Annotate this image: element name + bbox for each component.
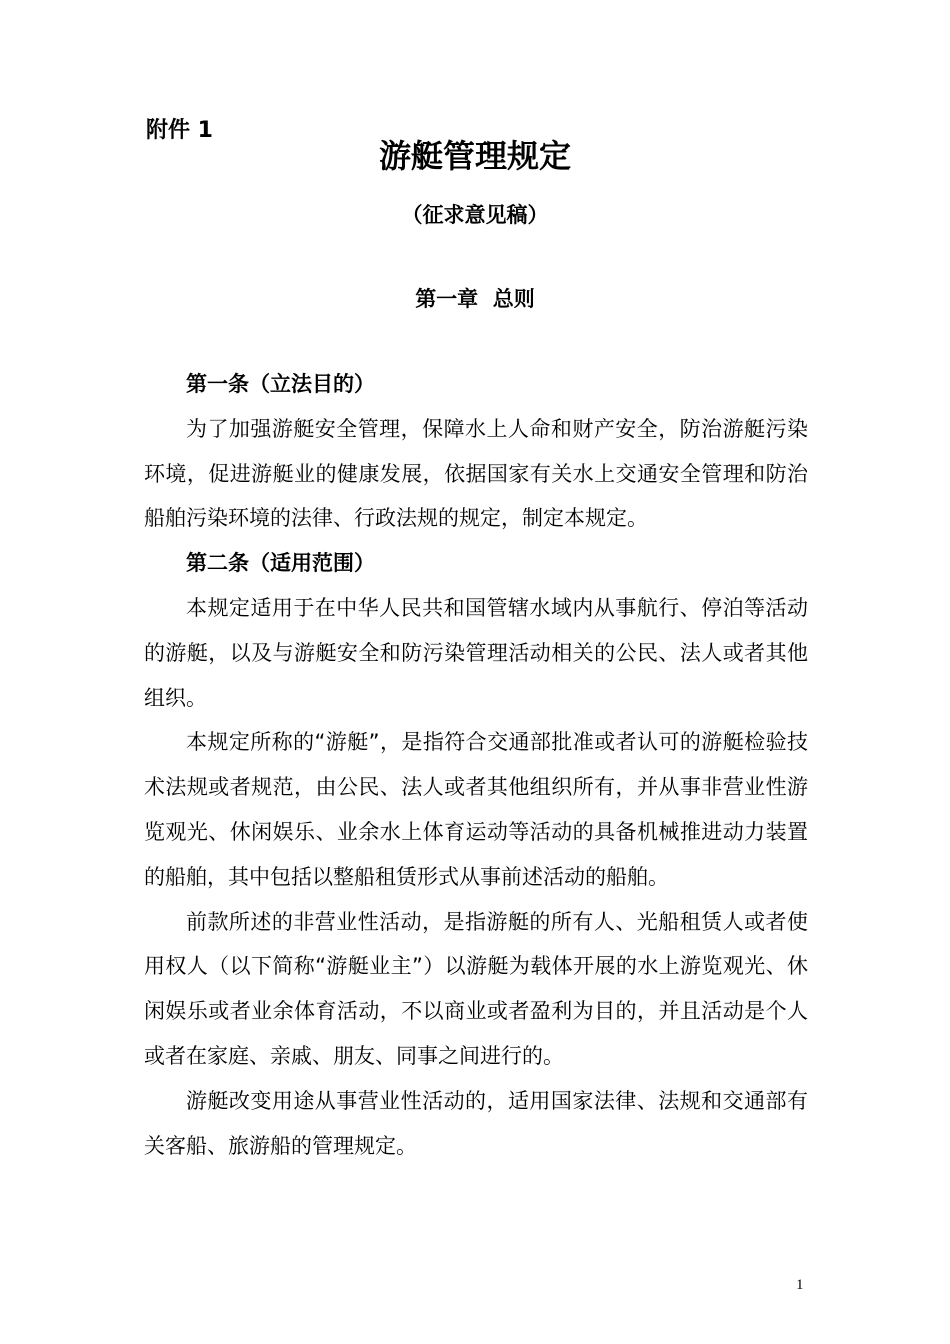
document-subtitle: （征求意见稿）: [401, 203, 549, 227]
attachment-label: 附件 1: [146, 118, 213, 143]
article-2-paragraph-3: 前款所述的非营业性活动，是指游艇的所有人、光船租赁人或者使用权人（以下简称“游艇业主”）以游艇为载体开展的水上游览观光、休闲娱乐或者业余体育活动，不以商业或者盈利为目的，并且活动是个人或者在家庭、亲戚、朋友、同事之间进行的。: [144, 909, 808, 1068]
chapter-heading: 第一章 总则: [415, 287, 535, 311]
article-2-paragraph-4: 游艇改变用途从事营业性活动的，适用国家法律、法规和交通部有关客船、旅游船的管理规定。: [144, 1088, 808, 1158]
page-number: 1: [796, 1277, 804, 1293]
article-2-paragraph-1: 本规定适用于在中华人民共和国管辖水域内从事航行、停泊等活动的游艇，以及与游艇安全和防污染管理活动相关的公民、法人或者其他组织。: [144, 595, 808, 710]
article-1-paragraph: 为了加强游艇安全管理，保障水上人命和财产安全，防治游艇污染环境，促进游艇业的健康发展，依据国家有关水上交通安全管理和防治船舶污染环境的法律、行政法规的规定，制定本规定。: [144, 416, 808, 531]
article-2-heading: 第二条（适用范围）: [186, 551, 375, 576]
document-body: [144, 362, 808, 1168]
document-title: 游艇管理规定: [378, 137, 571, 175]
article-2-paragraph-2: 本规定所称的“游艇”，是指符合交通部批准或者认可的游艇检验技术法规或者规范，由公民、法人或者其他组织所有，并从事非营业性游览观光、休闲娱乐、业余水上体育运动等活动的具备机械推进动力装置的船舶，其中包括以整船租赁形式从事前述活动的船舶。: [144, 730, 808, 889]
article-1-heading: 第一条（立法目的）: [186, 372, 375, 396]
